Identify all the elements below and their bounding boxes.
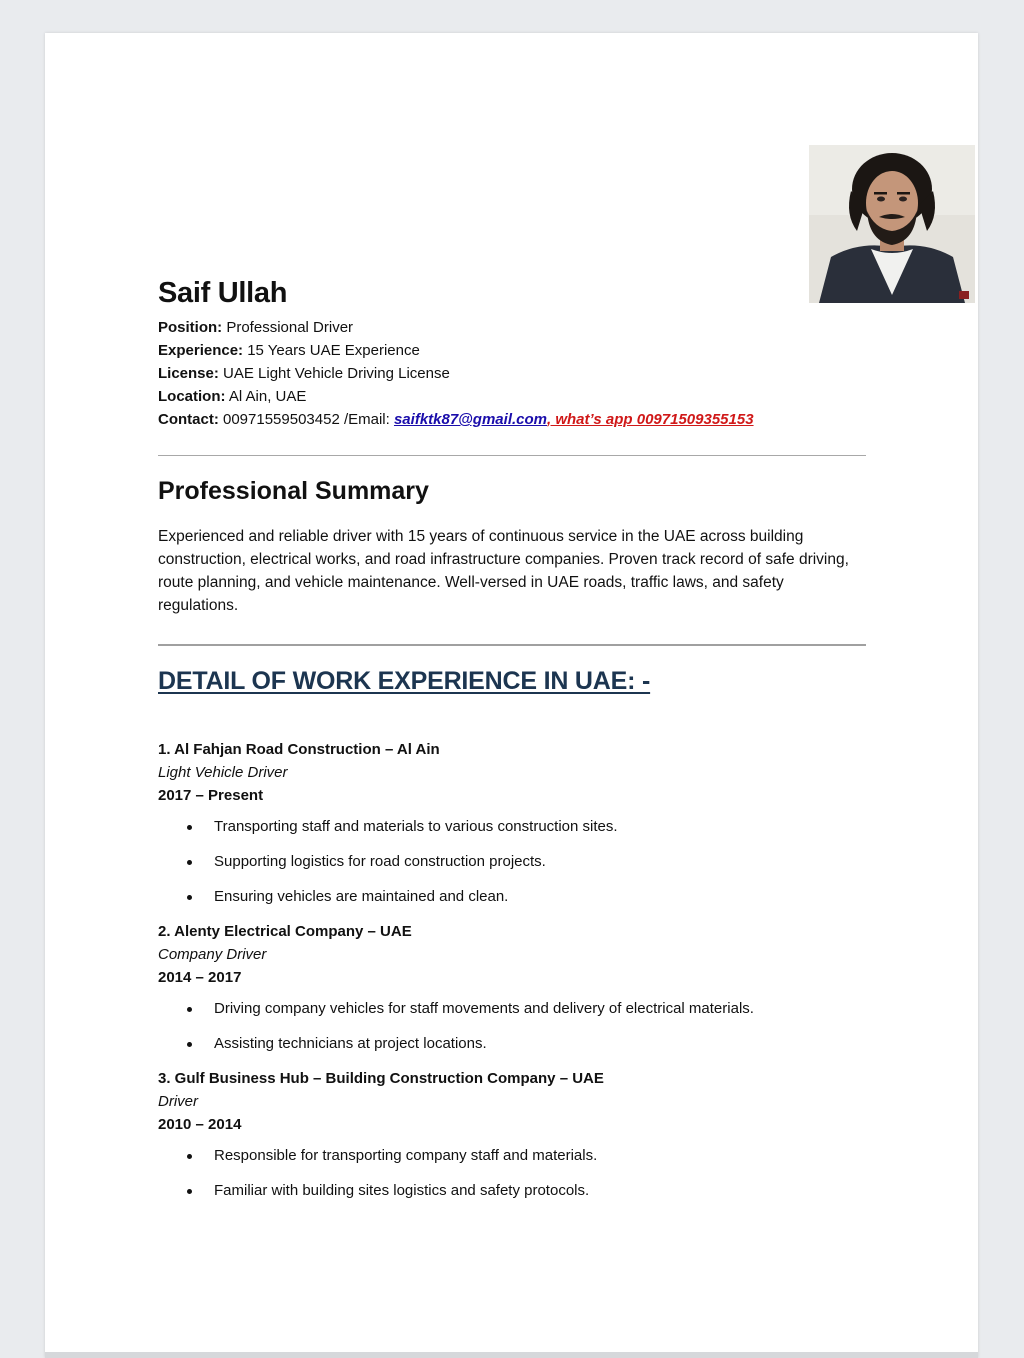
bullet-icon xyxy=(187,1154,192,1159)
contact-row xyxy=(158,408,754,431)
contact-phone: 00971559503452 /Email: xyxy=(218,411,394,428)
experience-label: Experience: xyxy=(158,342,244,359)
job-role: Light Vehicle Driver xyxy=(158,764,288,781)
position-label: Position: xyxy=(158,319,223,336)
duty-item xyxy=(158,1032,866,1055)
experience-value: 15 Years UAE Experience xyxy=(243,342,420,359)
job-entry xyxy=(158,738,866,908)
duty-text: Transporting staff and materials to various construction sites. xyxy=(214,818,618,835)
profile-photo-illustration xyxy=(809,145,975,303)
duty-item xyxy=(158,1144,866,1167)
work-experience-heading: DETAIL OF WORK EXPERIENCE IN UAE: - xyxy=(158,667,651,695)
job-years: 2017 – Present xyxy=(158,787,264,804)
candidate-name: Saif Ullah xyxy=(158,277,288,309)
contact-info xyxy=(158,316,754,431)
contact-label: Contact: xyxy=(158,411,219,428)
duty-item xyxy=(158,815,866,838)
duty-text: Ensuring vehicles are maintained and clean. xyxy=(214,888,509,905)
summary-text: Experienced and reliable driver with 15 years of continuous service in the UAE across building construction, electrical works, and road infrastructure companies. Proven track record of safe driving, route planning, and vehicle maintenance. Well-versed in UAE roads, traffic laws, and safety regulations. xyxy=(158,528,849,614)
license-label: License: xyxy=(158,365,219,382)
divider xyxy=(158,644,866,646)
bullet-icon xyxy=(187,1042,192,1047)
job-duties xyxy=(158,997,866,1055)
duty-text: Assisting technicians at project locations. xyxy=(214,1035,487,1052)
job-role: Driver xyxy=(158,1093,198,1110)
job-years: 2014 – 2017 xyxy=(158,969,242,986)
email-link[interactable]: saifktk87@gmail.com xyxy=(393,411,547,428)
job-years: 2010 – 2014 xyxy=(158,1116,242,1133)
bullet-icon xyxy=(187,1189,192,1194)
duty-item xyxy=(158,1179,866,1202)
job-title: 1. Al Fahjan Road Construction – Al Ain xyxy=(158,741,440,758)
job-title: 2. Alenty Electrical Company – UAE xyxy=(158,923,412,940)
bullet-icon xyxy=(187,860,192,865)
job-duties xyxy=(158,1144,866,1202)
duty-item xyxy=(158,997,866,1020)
duty-text: Familiar with building sites logistics and safety protocols. xyxy=(214,1182,590,1199)
bullet-icon xyxy=(187,825,192,830)
whatsapp-link[interactable]: , what’s app 00971509355153 xyxy=(547,411,754,428)
location-value: Al Ain, UAE xyxy=(225,388,307,405)
duty-text: Responsible for transporting company staff and materials. xyxy=(214,1147,598,1164)
resume-page xyxy=(45,33,978,1358)
page-bottom-edge xyxy=(45,1352,978,1358)
job-title: 3. Gulf Business Hub – Building Construction Company – UAE xyxy=(158,1070,604,1087)
job-entry xyxy=(158,1067,866,1202)
job-duties xyxy=(158,815,866,908)
summary-heading: Professional Summary xyxy=(158,477,429,505)
job-entry xyxy=(158,920,866,1055)
profile-photo xyxy=(809,145,975,303)
position-value: Professional Driver xyxy=(222,319,354,336)
license-row xyxy=(158,362,754,385)
bullet-icon xyxy=(187,1007,192,1012)
location-label: Location: xyxy=(158,388,226,405)
duty-item xyxy=(158,885,866,908)
job-role: Company Driver xyxy=(158,946,267,963)
duty-item xyxy=(158,850,866,873)
duty-text: Driving company vehicles for staff movements and delivery of electrical materials. xyxy=(214,1000,754,1017)
divider xyxy=(158,455,866,456)
location-row xyxy=(158,385,754,408)
license-value: UAE Light Vehicle Driving License xyxy=(218,365,450,382)
job-list xyxy=(158,738,866,1214)
experience-row xyxy=(158,339,754,362)
bullet-icon xyxy=(187,895,192,900)
duty-text: Supporting logistics for road construction projects. xyxy=(214,853,546,870)
position-row xyxy=(158,316,754,339)
